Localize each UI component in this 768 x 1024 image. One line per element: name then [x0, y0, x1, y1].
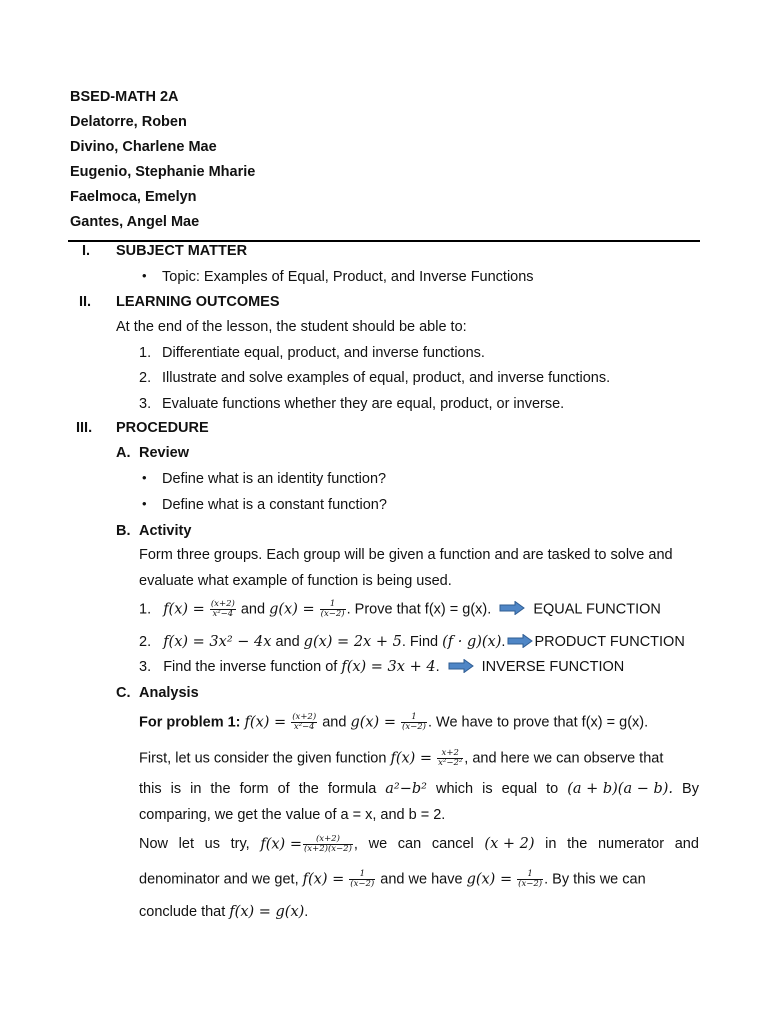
problem-3: 3. Find the inverse function of f(x) = 3x + 4. INVERSE FUNCTION [139, 659, 625, 675]
subsection-label: C. [116, 685, 131, 701]
author-name: Eugenio, Stephanie Mharie [70, 164, 256, 180]
section-title: LEARNING OUTCOMES [116, 294, 280, 310]
section-title: SUBJECT MATTER [116, 243, 248, 259]
problem-1: 1. f(x) = $\frac{(x+2)}{\text{x²−4}}$ and g(x) = $\frac{1}{(x-2)}$ . Prove that f(x) = g(x). EQUAL FUNCTION [139, 599, 661, 619]
activity-paragraph: evaluate what example of function is being used. [139, 573, 452, 589]
fraction: $\frac{(x+2)}{(x+2)(x-2)}$ [303, 834, 352, 854]
analysis-line-3: this is in the form of the formula a²−b² which is equal to (a + b)(a − b). By [139, 781, 699, 797]
equation: f(x) = 3x² − 4x [163, 634, 272, 650]
list-number: 3. [139, 659, 152, 675]
outcome-item: Evaluate functions whether they are equal, product, or inverse. [162, 396, 565, 412]
bullet-icon: • [142, 496, 147, 511]
bullet-icon: • [142, 268, 147, 283]
subsection-title: Review [139, 445, 189, 461]
function-type-tag: PRODUCT FUNCTION [534, 634, 685, 650]
fraction: $\frac{1}{(x-2)}$ [350, 869, 375, 889]
outcome-item: Illustrate and solve examples of equal, product, and inverse functions. [162, 370, 611, 386]
function-type-tag: EQUAL FUNCTION [533, 601, 661, 618]
outcome-item: Differentiate equal, product, and inverse functions. [162, 345, 485, 361]
author-name: Faelmoca, Emelyn [70, 189, 197, 205]
section-number: II. [79, 294, 92, 310]
course-label: BSED-MATH 2A [70, 89, 179, 105]
fraction: $\frac{x+2}{\text{x²−2²}}$ [438, 748, 463, 768]
list-number: 1. [139, 601, 152, 618]
review-item: Define what is an identity function? [162, 471, 387, 487]
fraction: $\frac{1}{(x-2)}$ [518, 869, 543, 889]
review-item: Define what is a constant function? [162, 497, 387, 513]
analysis-line-7: conclude that f(x) = g(x). [139, 904, 309, 920]
fraction: $\frac{1}{(x-2)}$ [320, 599, 345, 619]
subsection-label: A. [116, 445, 131, 461]
section-title: PROCEDURE [116, 420, 209, 436]
analysis-line-4: comparing, we get the value of a = x, and b = 2. [139, 807, 446, 823]
right-arrow-icon [499, 601, 525, 615]
fraction: $\frac{(x+2)}{\text{x²−4}}$ [292, 712, 317, 732]
analysis-line-2: First, let us consider the given function f(x) = $\frac{x+2}{\text{x²−2²}}$ , and here we can observe that [139, 748, 664, 768]
section-number: III. [76, 420, 93, 436]
author-name: Gantes, Angel Mae [70, 214, 200, 230]
analysis-line-6: denominator and we get, f(x) = $\frac{1}{(x-2)}$ and we have g(x) = $\frac{1}{(x-2)}$ . By this we can [139, 869, 646, 889]
function-type-tag: INVERSE FUNCTION [481, 659, 625, 675]
bullet-icon: • [142, 470, 147, 485]
topic-text: Topic: Examples of Equal, Product, and Inverse Functions [162, 269, 534, 285]
equation: f(x) = 3x + 4 [341, 659, 436, 675]
list-number: 1. [139, 345, 152, 361]
list-number: 2. [139, 634, 152, 650]
problem-2: 2. f(x) = 3x² − 4x and g(x) = 2x + 5. Find (f · g)(x). PRODUCT FUNCTION [139, 634, 685, 650]
fraction: $\frac{(x+2)}{\text{x²−4}}$ [210, 599, 235, 619]
fraction: $\frac{1}{(x-2)}$ [402, 712, 426, 732]
analysis-line-5: Now let us try, f(x) = $\frac{(x+2)}{(x+2)(x-2)}$ , we can cancel (x + 2) in the numerator and [139, 834, 699, 854]
author-name: Delatorre, Roben [70, 114, 187, 130]
list-number: 2. [139, 370, 152, 386]
subsection-label: B. [116, 523, 131, 539]
subsection-title: Activity [139, 523, 192, 539]
activity-paragraph: Form three groups. Each group will be given a function and are tasked to solve and [139, 547, 673, 563]
author-name: Divino, Charlene Mae [70, 139, 217, 155]
analysis-line-1: For problem 1: f(x) = $\frac{(x+2)}{\text{x²−4}}$ and g(x) = $\frac{1}{(x-2)}$ . We have to prove that f(x) = g(x). [139, 712, 649, 732]
equation: f(x) = [163, 601, 205, 618]
right-arrow-icon [448, 659, 474, 673]
subsection-title: Analysis [139, 685, 199, 701]
outcomes-intro: At the end of the lesson, the student should be able to: [116, 319, 467, 335]
right-arrow-icon [507, 634, 533, 648]
section-number: I. [82, 243, 91, 259]
list-number: 3. [139, 396, 152, 412]
